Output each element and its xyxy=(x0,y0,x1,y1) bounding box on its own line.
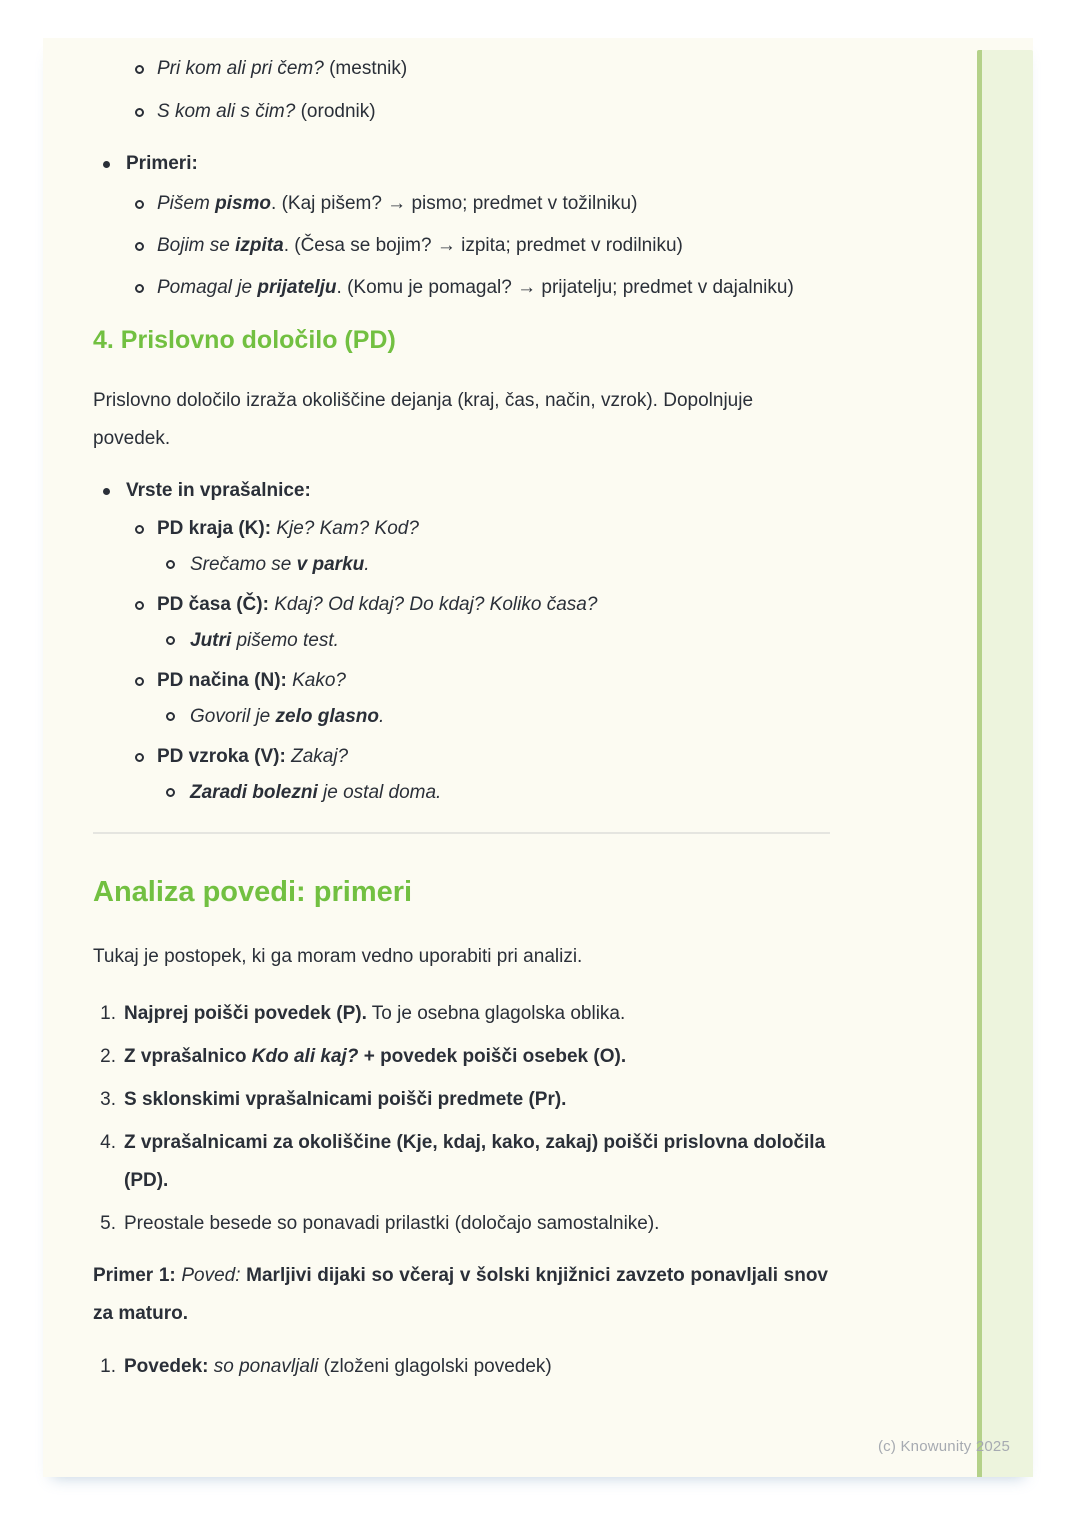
case-name: (mestnik) xyxy=(323,58,408,79)
vrste-section xyxy=(93,472,828,810)
step-number: 2. xyxy=(100,1046,116,1067)
example-object: prijatelju xyxy=(257,277,337,298)
list-item xyxy=(93,1124,828,1200)
pd-type-questions: Kdaj? Od kdaj? Do kdaj? Koliko časa? xyxy=(274,594,598,615)
example-rest: pišemo test. xyxy=(231,630,339,651)
primeri-section xyxy=(93,145,828,307)
example-lead: Pišem xyxy=(157,193,216,214)
analysis-steps xyxy=(93,995,828,1243)
step-rest: Preostale besede so ponavadi prilastki (določajo samostalnike). xyxy=(124,1213,660,1234)
list-item xyxy=(93,1205,828,1243)
example-explanation: . (Komu je pomagal? → prijatelju; predmet v dajalniku) xyxy=(336,277,794,298)
list-item xyxy=(126,185,828,223)
pd-type-questions: Kako? xyxy=(292,670,346,691)
pd-example-list xyxy=(157,548,828,582)
example-rest: . xyxy=(379,706,385,727)
pd-type-questions: Kje? Kam? Kod? xyxy=(276,518,419,539)
list-item xyxy=(93,93,828,131)
bullet-circle-icon xyxy=(135,242,144,251)
step-number: 1. xyxy=(100,1003,116,1024)
bullet-circle-icon xyxy=(135,753,144,762)
bullet-circle-icon xyxy=(135,677,144,686)
bullet-circle-icon xyxy=(135,65,144,74)
step-bold: Najprej poišči povedek (P). xyxy=(124,1003,367,1024)
step-bold: Z vprašalnicami za okoliščine (Kje, kdaj, kako, zakaj) poišči prislovna določila (PD). xyxy=(124,1132,826,1191)
list-item xyxy=(126,586,828,658)
section-heading: 4. Prislovno določilo (PD) xyxy=(93,326,396,354)
list-item xyxy=(157,548,828,582)
step-rest: (zloženi glagolski povedek) xyxy=(318,1356,552,1377)
list-item xyxy=(93,1348,828,1386)
list-item xyxy=(126,510,828,582)
list-item xyxy=(93,1081,828,1119)
pd-example-list xyxy=(157,624,828,658)
primer1-sentence: Marljivi dijaki so včeraj v šolski knjižnici zavzeto ponavljali snov za maturo. xyxy=(93,1265,828,1324)
example-lead: Srečamo se xyxy=(190,554,297,575)
example-object: izpita xyxy=(235,235,284,256)
bullet-circle-icon xyxy=(166,712,175,721)
list-item xyxy=(93,145,828,307)
primer1-label: Primer 1: xyxy=(93,1265,182,1286)
bullet-circle-icon xyxy=(166,636,175,645)
list-item xyxy=(93,995,828,1033)
example-object: pismo xyxy=(215,193,272,214)
list-item xyxy=(126,738,828,810)
step-bold-italic: Kdo ali kaj? xyxy=(251,1046,359,1067)
primeri-list xyxy=(126,185,828,307)
primeri-label: Primeri: xyxy=(126,153,198,174)
example-emphasis: Zaradi bolezni xyxy=(190,782,318,803)
step-italic: so ponavljali xyxy=(213,1356,319,1377)
example-explanation: . (Česa se bojim? → izpita; predmet v rodilniku) xyxy=(283,235,683,256)
page-title: Analiza povedi: primeri xyxy=(93,876,413,908)
watermark: (c) Knowunity 2025 xyxy=(877,1438,1010,1455)
step-bold: Z vprašalnico xyxy=(124,1046,252,1067)
vrste-label: Vrste in vprašalnice: xyxy=(126,480,311,501)
bullet-circle-icon xyxy=(135,284,144,293)
pd-type-label: PD načina (N): xyxy=(157,670,293,691)
example-explanation: . (Kaj pišem? → pismo; predmet v tožilniku) xyxy=(271,193,638,214)
bullet-circle-icon xyxy=(135,525,144,534)
bullet-circle-icon xyxy=(166,788,175,797)
bullet-circle-icon xyxy=(135,200,144,209)
list-item xyxy=(126,269,828,307)
pd-example-list xyxy=(157,776,828,810)
question-text: Pri kom ali pri čem? xyxy=(157,58,324,79)
example-emphasis: v parku xyxy=(296,554,365,575)
step-bold: Povedek: xyxy=(124,1356,214,1377)
case-question-list xyxy=(93,50,828,131)
step-bold: S sklonskimi vprašalnicami poišči predmete (Pr). xyxy=(124,1089,567,1110)
step-number: 1. xyxy=(100,1356,116,1377)
list-item xyxy=(157,700,828,734)
pd-types-list xyxy=(126,510,828,810)
bullet-circle-icon xyxy=(135,108,144,117)
bullet-circle-icon xyxy=(135,601,144,610)
bullet-circle-icon xyxy=(166,560,175,569)
pd-type-questions: Zakaj? xyxy=(291,746,349,767)
example-lead: Govoril je xyxy=(190,706,276,727)
list-item xyxy=(157,776,828,810)
step-rest: To je osebna glagolska oblika. xyxy=(366,1003,626,1024)
primer1-paragraph xyxy=(93,1257,828,1333)
divider xyxy=(93,832,830,834)
case-name: (orodnik) xyxy=(295,101,376,122)
example-rest: . xyxy=(364,554,370,575)
step-bold-after: + povedek poišči osebek (O). xyxy=(358,1046,627,1067)
example-lead: Pomagal je xyxy=(157,277,258,298)
list-item xyxy=(93,472,828,810)
pd-example-list xyxy=(157,700,828,734)
step-number: 3. xyxy=(100,1089,116,1110)
document-content xyxy=(93,50,828,1391)
pd-type-label: PD kraja (K): xyxy=(157,518,277,539)
primer1-steps xyxy=(93,1348,828,1386)
list-item xyxy=(126,662,828,734)
poved-label: Poved: xyxy=(181,1265,247,1286)
analysis-intro: Tukaj je postopek, ki ga moram vedno uporabiti pri analizi. xyxy=(93,946,583,967)
section-intro: Prislovno določilo izraža okoliščine dejanja (kraj, čas, način, vzrok). Dopolnjuje povedek. xyxy=(93,390,754,449)
pd-type-label: PD vzroka (V): xyxy=(157,746,292,767)
bullet-disc-icon xyxy=(103,161,110,168)
bullet-disc-icon xyxy=(103,488,110,495)
pd-type-label: PD časa (Č): xyxy=(157,594,275,615)
list-item xyxy=(157,624,828,658)
question-text: S kom ali s čim? xyxy=(157,101,296,122)
example-emphasis: zelo glasno xyxy=(275,706,379,727)
example-lead: Bojim se xyxy=(157,235,236,256)
list-item xyxy=(126,227,828,265)
document-page xyxy=(43,38,1033,1477)
example-emphasis: Jutri xyxy=(190,630,232,651)
green-accent-bar xyxy=(977,50,1033,1477)
example-rest: je ostal doma. xyxy=(317,782,442,803)
step-number: 5. xyxy=(100,1213,116,1234)
list-item xyxy=(93,50,828,88)
list-item xyxy=(93,1038,828,1076)
step-number: 4. xyxy=(100,1132,116,1153)
